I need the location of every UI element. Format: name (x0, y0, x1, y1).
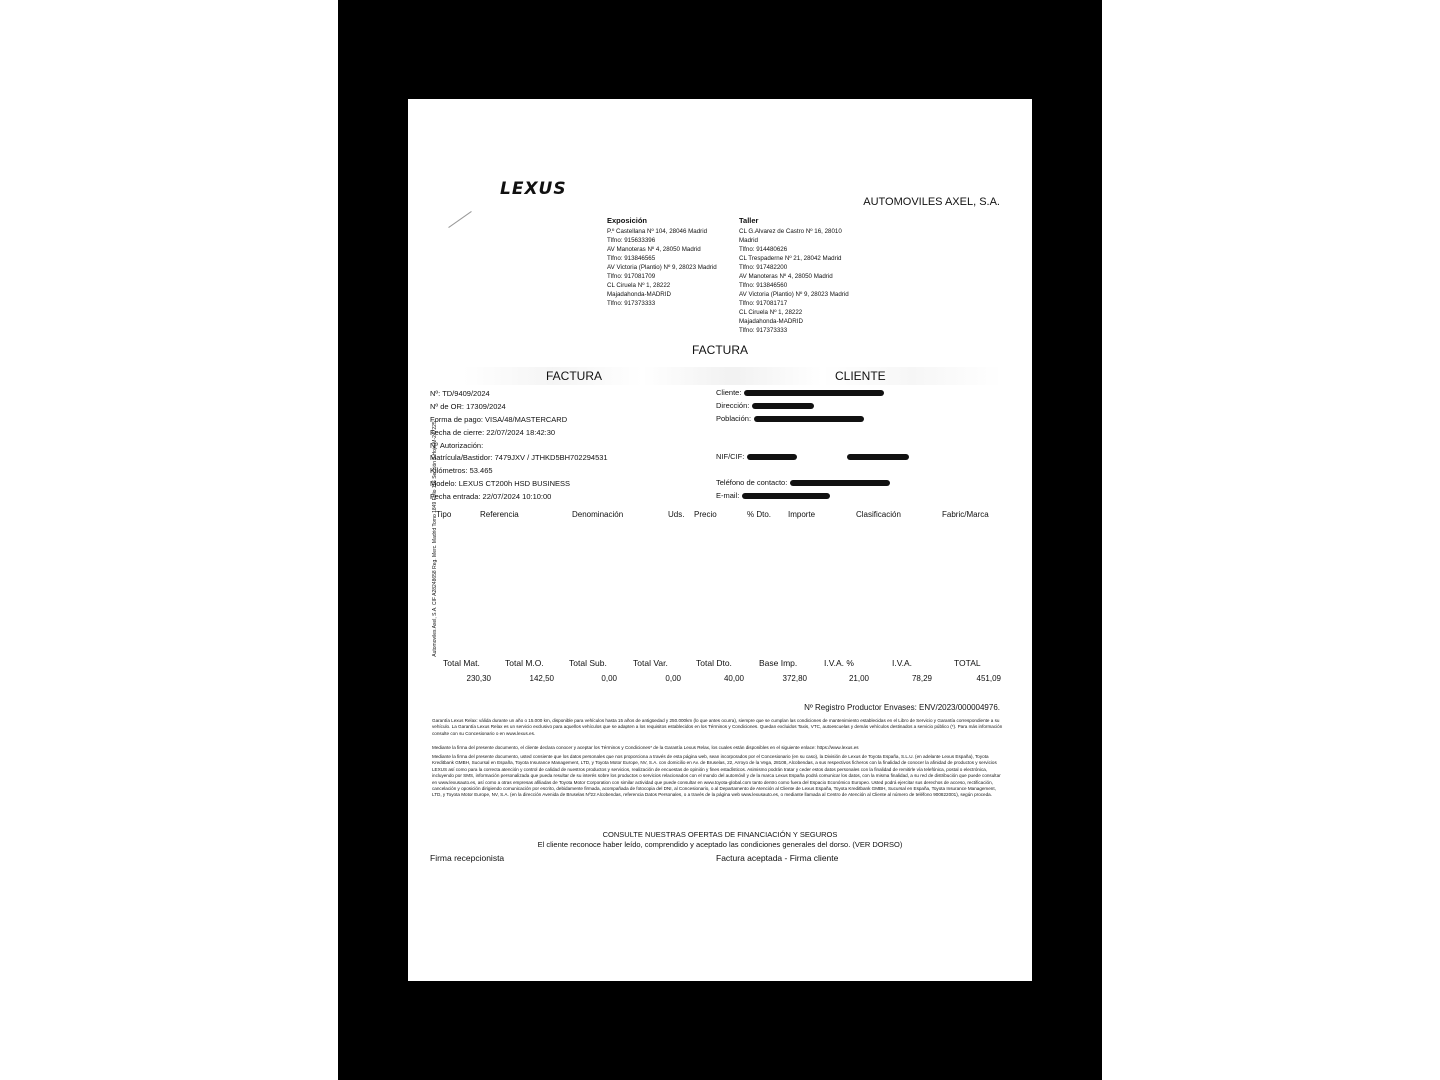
legal-consent: Mediante la firma del presente documento, el cliente declara conocer y aceptar los Términos y Condiciones* de la Garantía Lexus Relax, los cuales están disponibles en el siguiente enlace: https://www.lexus.es (432, 745, 859, 750)
base-imp-value: 372,80 (782, 674, 807, 683)
client-email-row (716, 491, 830, 500)
taller-line: AV Manoteras Nº 4, 28050 Madrid (739, 273, 833, 280)
exposicion-line: Tlfno: 917373333 (607, 300, 656, 307)
col-denominacion: Denominación (572, 510, 624, 519)
city-label: Población: (716, 414, 752, 423)
vehicle-model: Modelo: LEXUS CT200h HSD BUSINESS (430, 479, 571, 488)
taller-line: CL Ciruela Nº 1, 28222 (739, 309, 803, 316)
client-nif-row (716, 452, 909, 461)
total-sub-value: 0,00 (601, 674, 617, 683)
col-precio: Precio (694, 510, 717, 519)
iva-pct-value: 21,00 (848, 674, 869, 683)
iva-value: 78,29 (911, 674, 932, 683)
exposicion-line: Tlfno: 915633396 (607, 237, 656, 244)
client-signature: Factura aceptada - Firma cliente (716, 853, 839, 863)
redaction (742, 493, 830, 499)
exposicion-block (607, 216, 717, 308)
plate-vin: Matrícula/Bastidor: 7479JXV / JTHKD5BH702294531 (430, 453, 608, 462)
redaction (847, 454, 909, 460)
taller-title: Taller (739, 216, 759, 225)
base-imp-label: Base Imp. (759, 658, 798, 668)
taller-line: Tlfno: 917081717 (739, 300, 788, 307)
blur-band (463, 367, 1002, 385)
taller-line: Majadahonda-MADRID (739, 318, 803, 325)
col-tipo: Tipo (436, 510, 452, 519)
cliente-section-title: CLIENTE (835, 369, 886, 383)
col-importe: Importe (788, 510, 816, 519)
exposicion-line: P.º Castellana Nº 104, 28046 Madrid (607, 228, 708, 235)
taller-line: CL G.Alvarez de Castro Nº 16, 28010 (739, 228, 842, 235)
client-address-row (716, 401, 814, 410)
company-name: AUTOMOVILES AXEL, S.A. (863, 196, 1000, 208)
iva-pct-label: I.V.A. % (824, 658, 854, 668)
iva-label: I.V.A. (892, 658, 913, 668)
email-label: E-mail: (716, 491, 740, 500)
taller-line: Tlfno: 914480626 (739, 246, 788, 253)
entry-date: Fecha entrada: 22/07/2024 10:10:00 (430, 492, 552, 501)
legal-privacy: Mediante la firma del presente documento, usted consiente que los datos personales que nos proporciona a través de esta página web, sean incorporados por el Concesionario (en su caso), la División de Lexus de Toyota España, S.L.U. (en adelante Lexus España), Toyota Kreditbank GMBH, Sucursal en España, Toyota Insurance Management, LTD, y Toyota Motor Europe, NV, S.A. con domicilio en Av. de Bruselas, 22, Arroyo de la Vega, 28108, Alcobendas, a sus respectivos ficheros con la finalidad de conocer la afinidad de productos y servicios LEXUS así como para la correcta atención y control de calidad de nuestros productos y servicios, realización de encuestas de opinión y fines estadísticos. Asimismo podrán tratar y ceder estos datos personales con la finalidad de remitirle vía telefónica, postal o electrónica, incluyendo por SMS, información personalizada que pueda resultar de su interés sobre los productos o servicios relacionados con el mundo del automóvil y de la marca Lexus España podrá comunicar los datos, con la misma finalidad, a su red de distribución que puede consultar en www.lexusauto.es, así como a otras empresas afiliadas de Toyota Motor Corporation con similar actividad que puede consultar en www.toyota-global.com tanto dentro como fuera del Espacio Económico Europeo. Usted podrá ejercitar sus derechos de acceso, rectificación, cancelación y oposición dirigiendo comunicación por escrito, debidamente firmada, acompañada de fotocopia del DNI, al Concesionario, o al Departamento de Atención al Cliente de Lexus España, Toyota Kreditbank GMBH, Sucursal en España, Toyota Insurance Management, LTD, y Toyota Motor Europe, NV, S.A. (en la dirección Avenida de Bruselas Nº22 Alcobendas, referencia Datos Personales, o a través de la página web www.lexusauto.es, o mediante llamada al Centro de Atención al Cliente al número de teléfono 900822001), según proceda. (432, 754, 1001, 798)
total-mat-value: 230,30 (466, 674, 491, 683)
pen-mark (448, 211, 472, 228)
invoice-number: Nº: TD/9409/2024 (430, 389, 490, 398)
phone-label: Teléfono de contacto: (716, 478, 788, 487)
total-var-value: 0,00 (665, 674, 681, 683)
exposicion-line: Tlfno: 917081709 (607, 273, 656, 280)
financing-offer: CONSULTE NUESTRAS OFERTAS DE FINANCIACIÓN Y SEGUROS (602, 830, 838, 839)
taller-line: Tlfno: 917373333 (739, 327, 788, 334)
taller-line: Tlfno: 913846560 (739, 282, 788, 289)
total-dto-label: Total Dto. (696, 658, 732, 668)
exposicion-line: Majadahonda-MADRID (607, 291, 671, 298)
packaging-registry: Nº Registro Productor Envases: ENV/2023/000004976. (804, 703, 1000, 712)
exposicion-line: CL Ciruela Nº 1, 28222 (607, 282, 671, 289)
redaction (752, 403, 814, 409)
col-referencia: Referencia (480, 510, 519, 519)
total-dto-value: 40,00 (723, 674, 744, 683)
address-label: Dirección: (716, 401, 750, 410)
acceptance-statement: El cliente reconoce haber leído, comprendido y aceptado las condiciones generales del dorso. (VER DORSO) (537, 840, 903, 849)
col-dto: % Dto. (747, 510, 772, 519)
authorization: Nº Autorización: (430, 441, 484, 450)
taller-line: Tlfno: 917482200 (739, 264, 788, 271)
invoice-page (408, 99, 1032, 981)
order-number: Nº de OR: 17309/2024 (430, 402, 506, 411)
total-var-label: Total Var. (633, 658, 668, 668)
total-label: TOTAL (954, 658, 981, 668)
exposicion-line: Tlfno: 913846565 (607, 255, 656, 262)
factura-section-title: FACTURA (546, 369, 603, 383)
total-sub-label: Total Sub. (569, 658, 607, 668)
redaction (754, 416, 864, 422)
receptionist-signature: Firma recepcionista (430, 853, 505, 863)
taller-line: CL Trespaderne Nº 21, 28042 Madrid (739, 255, 842, 262)
closing-date: Fecha de cierre: 22/07/2024 18:42:30 (430, 428, 556, 437)
document-title: FACTURA (691, 343, 748, 357)
redaction (747, 454, 797, 460)
lexus-logo: LEXUS (500, 179, 567, 199)
col-clasificacion: Clasificación (856, 510, 901, 519)
client-phone-row (716, 478, 890, 487)
client-city-row (716, 414, 864, 423)
exposicion-title: Exposición (607, 216, 648, 225)
total-mo-value: 142,50 (529, 674, 554, 683)
taller-block (739, 216, 849, 335)
col-uds: Uds. (668, 510, 685, 519)
col-fabric-marca: Fabric/Marca (942, 510, 989, 519)
client-label: Cliente: (716, 388, 742, 397)
redaction (790, 480, 890, 486)
total-mat-label: Total Mat. (443, 658, 480, 668)
total-mo-label: Total M.O. (505, 658, 544, 668)
exposicion-line: AV Manoteras Nº 4, 28050 Madrid (607, 246, 701, 253)
side-registry-note: Automoviles Axel, S.A. CIF A28248658 Reg. Merc. Madrid Tomo 1849 Folio 116 Sección 8 Hoja M-247225 (432, 421, 438, 657)
mileage: Kilómetros: 53.465 (430, 466, 493, 475)
taller-line: AV Victoria (Plantio) Nº 9, 28023 Madrid (739, 291, 849, 298)
taller-line: Madrid (739, 237, 758, 244)
total-value: 451,09 (976, 674, 1001, 683)
redaction (744, 390, 884, 396)
legal-warranty: Garantía Lexus Relax: válida durante un año o 15.000 km, disponible para vehículos hasta 15 años de antigüedad y 250.000km (lo que antes ocurra), siempre que se cumplan las condiciones de mantenimiento establecidas en el Libro de Servicio y Garantía correspondiente a su vehículo. La Garantía Lexus Relax es un servicio exclusivo para aquellos vehículos que se adapten a los requisitos establecidos en los Términos y Condiciones. Quedan excluidos Taxis, VTC, autoescuelas y demás vehículos destinados a servicio público (*). Para más información consulte con su Concesionario o en www.lexus.es. (432, 718, 1003, 736)
client-name-row (716, 388, 884, 397)
nif-label: NIF/CIF: (716, 452, 745, 461)
exposicion-line: AV Victoria (Plantio) Nº 9, 28023 Madrid (607, 264, 717, 271)
payment-method: Forma de pago: VISA/48/MASTERCARD (430, 415, 568, 424)
